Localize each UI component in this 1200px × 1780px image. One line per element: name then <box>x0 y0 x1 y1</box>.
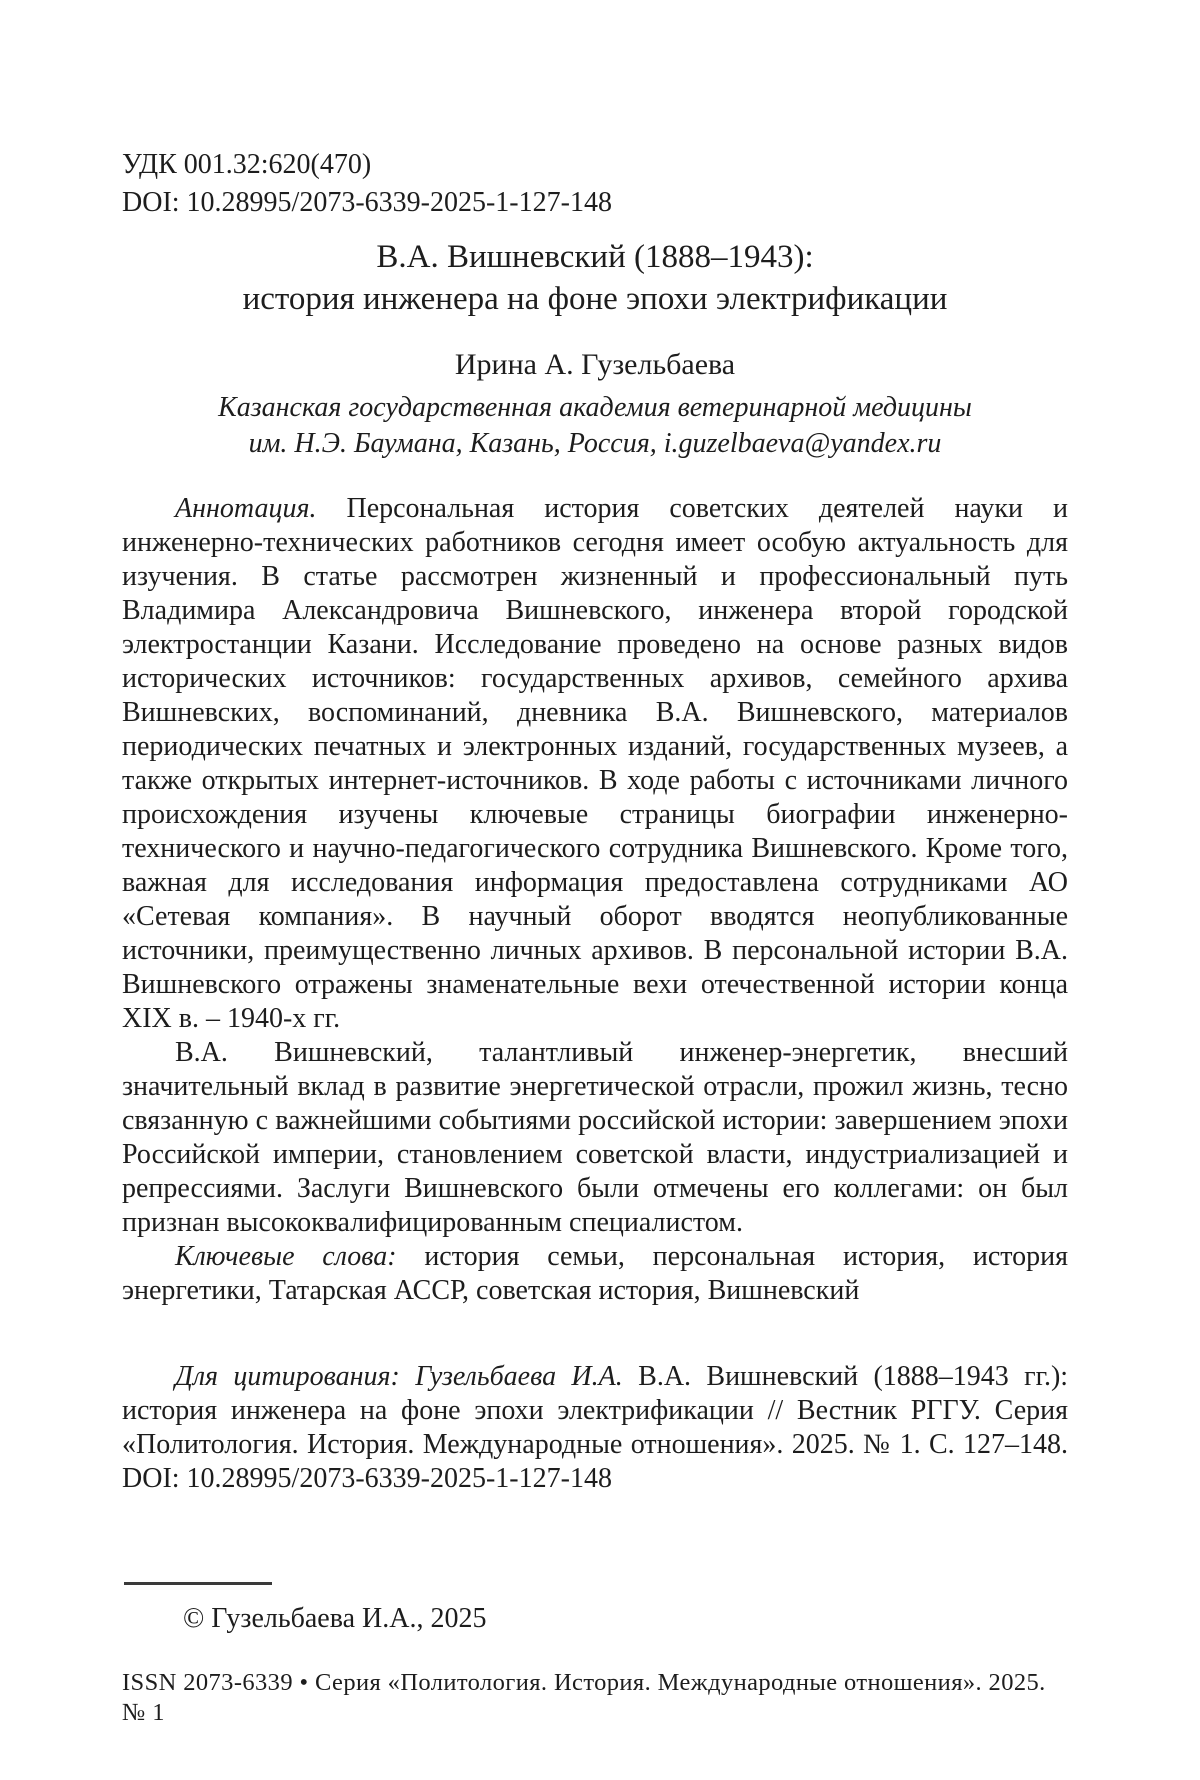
copyright-section <box>122 1601 1068 1637</box>
citation-author: Гузельбаева И.А. <box>415 1361 623 1392</box>
keywords-paragraph <box>122 1240 1068 1308</box>
citation-paragraph <box>122 1360 1068 1496</box>
citation-section <box>122 1360 1068 1496</box>
keywords-label: Ключевые слова: <box>175 1241 397 1272</box>
udc-line: УДК 001.32:620(470) <box>122 149 372 180</box>
footer-issn-line: ISSN 2073-6339 • Серия «Политология. История. Международные отношения». 2025. № 1 <box>122 1669 1046 1726</box>
copyright-line: © Гузельбаева И.А., 2025 <box>183 1603 487 1634</box>
affiliation-line-1: Казанская государственная академия ветеринарной медицины <box>218 392 972 423</box>
citation-label: Для цитирования: <box>175 1361 400 1392</box>
author-affiliation <box>122 390 1068 462</box>
abstract-label: Аннотация. <box>175 493 317 524</box>
abstract-paragraph-2: В.А. Вишневский, талантливый инженер-энергетик, внесший значительный вклад в развитие энергетической отрасли, прожил жизнь, тесно связанную с важнейшими событиями российской истории: завершением эпохи Российской империи, становлением советской власти, индустриализацией и репрессиями. Заслуги Вишневского были отмечены его коллегами: он был признан высококвалифицированным специалистом. <box>122 1037 1068 1238</box>
footnote-rule <box>124 1582 272 1585</box>
citation-text: В.А. Вишневский (1888–1943 гг.): история инженера на фоне эпохи электрификации // Вестник РГГУ. Серия «Политология. История. Международные отношения». 2025. № 1. С. 127–148. DOI: 10.28995/2073-6339-2025-1-127-148 <box>122 1361 1069 1494</box>
article-meta <box>122 146 1068 222</box>
author-name: Ирина А. Гузельбаева <box>454 348 736 381</box>
article-title-line-2: история инженера на фоне эпохи электрификации <box>242 281 948 317</box>
abstract-section <box>122 492 1068 1308</box>
article-title-line-1: В.А. Вишневский (1888–1943): <box>376 239 814 275</box>
abstract-text-1: Персональная история советских деятелей науки и инженерно-технических работников сегодня имеет особую актуальность для изучения. В статье рассмотрен жизненный и профессиональный путь Владимира Александровича Вишневского, инженера второй городской электростанции Казани. Исследование проведено на основе разных видов исторических источников: государственных архивов, семейного архива Вишневских, воспоминаний, дневника В.А. Вишневского, материалов периодических печатных и электронных изданий, государственных музеев, а также открытых интернет-источников. В ходе работы с источниками личного происхождения изучены ключевые страницы биографии инженерно-технического и научно-педагогического сотрудника Вишневского. Кроме того, важная для исследования информация предоставлена сотрудниками АО «Сетевая компания». В научный оборот вводятся неопубликованные источники, преимущественно личных архивов. В персональной истории В.А. Вишневского отражены знаменательные вехи отечественной истории конца XIX в. – 1940-х гг. <box>122 493 1068 1034</box>
article-title <box>122 236 1068 320</box>
abstract-paragraph-1 <box>122 492 1068 1036</box>
keywords-text: история семьи, персональная история, история энергетики, Татарская АССР, советская история, Вишневский <box>122 1241 1068 1306</box>
journal-footer <box>122 1668 1068 1728</box>
doi-line: DOI: 10.28995/2073-6339-2025-1-127-148 <box>122 187 612 218</box>
affiliation-line-2: им. Н.Э. Баумана, Казань, Россия, i.guzelbaeva@yandex.ru <box>248 428 942 459</box>
